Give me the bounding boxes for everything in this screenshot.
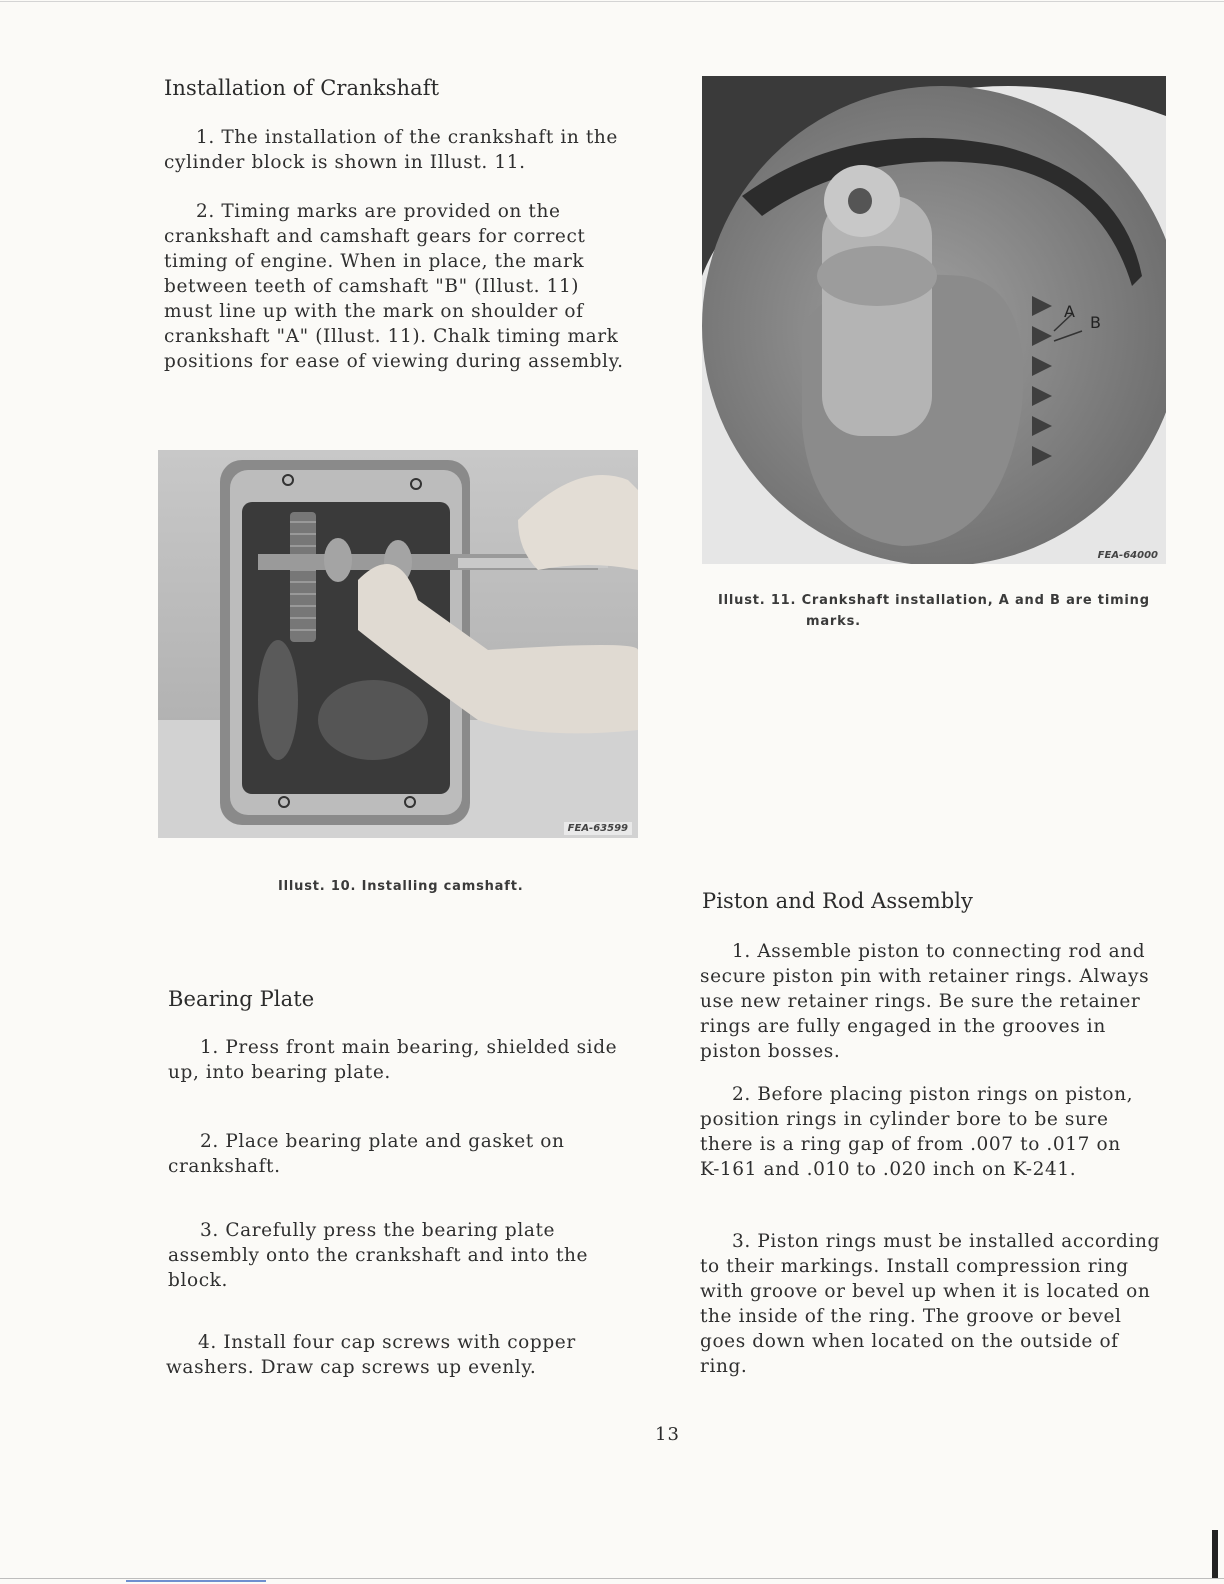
camshaft-installation-image <box>158 450 638 838</box>
piston-step-1: 1. Assemble piston to connecting rod and secure piston pin with retainer rings. Always use new retainer rings. Be sure the retainer rings are fully engaged in the grooves in piston bosses. <box>700 941 1150 1062</box>
illust-11-code: FEA-64000 <box>1094 549 1162 562</box>
illust-10-photo <box>158 450 638 838</box>
illust-11-photo <box>702 76 1166 564</box>
timing-mark-a-label: A <box>1064 302 1075 321</box>
illust-11-caption-line-1: Illust. 11. Crankshaft installation, A and B are timing <box>718 593 1150 608</box>
section-title-piston-rod: Piston and Rod Assembly <box>702 889 974 913</box>
right-edge-mark <box>1212 1530 1218 1578</box>
illust-11-caption <box>718 590 1168 632</box>
bearing-step-1: 1. Press front main bearing, shielded side up, into bearing plate. <box>168 1037 618 1083</box>
bottom-blue-mark <box>126 1580 266 1582</box>
piston-step-3: 3. Piston rings must be installed according to their markings. Install compression ring with groove or bevel up when it is located on the inside of the ring. The groove or bevel goes down when located on the outside of ring. <box>700 1231 1160 1377</box>
illust-10-caption: Illust. 10. Installing camshaft. <box>278 879 524 894</box>
section-title-bearing-plate: Bearing Plate <box>168 987 315 1011</box>
page-number: 13 <box>655 1424 680 1445</box>
bearing-step-2: 2. Place bearing plate and gasket on crankshaft. <box>168 1131 565 1177</box>
timing-mark-b-label: B <box>1090 313 1101 332</box>
illust-11-caption-line-2: marks. <box>806 614 861 629</box>
bearing-step-4: 4. Install four cap screws with copper washers. Draw cap screws up evenly. <box>166 1332 576 1378</box>
bottom-rule <box>0 1578 1224 1579</box>
top-rule <box>0 1 1224 2</box>
crankshaft-step-1: 1. The installation of the crankshaft in the cylinder block is shown in Illust. 11. <box>164 127 618 173</box>
crankshaft-step-2: 2. Timing marks are provided on the crankshaft and camshaft gears for correct timing of engine. When in place, the mark between teeth of camshaft "B" (Illust. 11) must line up with the mark on shoulder of crankshaft "A" (Illust. 11). Chalk timing mark positions for ease of viewing during assembly. <box>164 201 624 372</box>
bearing-step-3: 3. Carefully press the bearing plate assembly onto the crankshaft and into the block. <box>168 1220 589 1291</box>
illust-10-code: FEA-63599 <box>564 822 632 835</box>
section-title-crankshaft: Installation of Crankshaft <box>164 76 440 100</box>
piston-step-2: 2. Before placing piston rings on piston, position rings in cylinder bore to be sure there is a ring gap of from .007 to .017 on K-161 and .010 to .020 inch on K-241. <box>700 1084 1134 1180</box>
